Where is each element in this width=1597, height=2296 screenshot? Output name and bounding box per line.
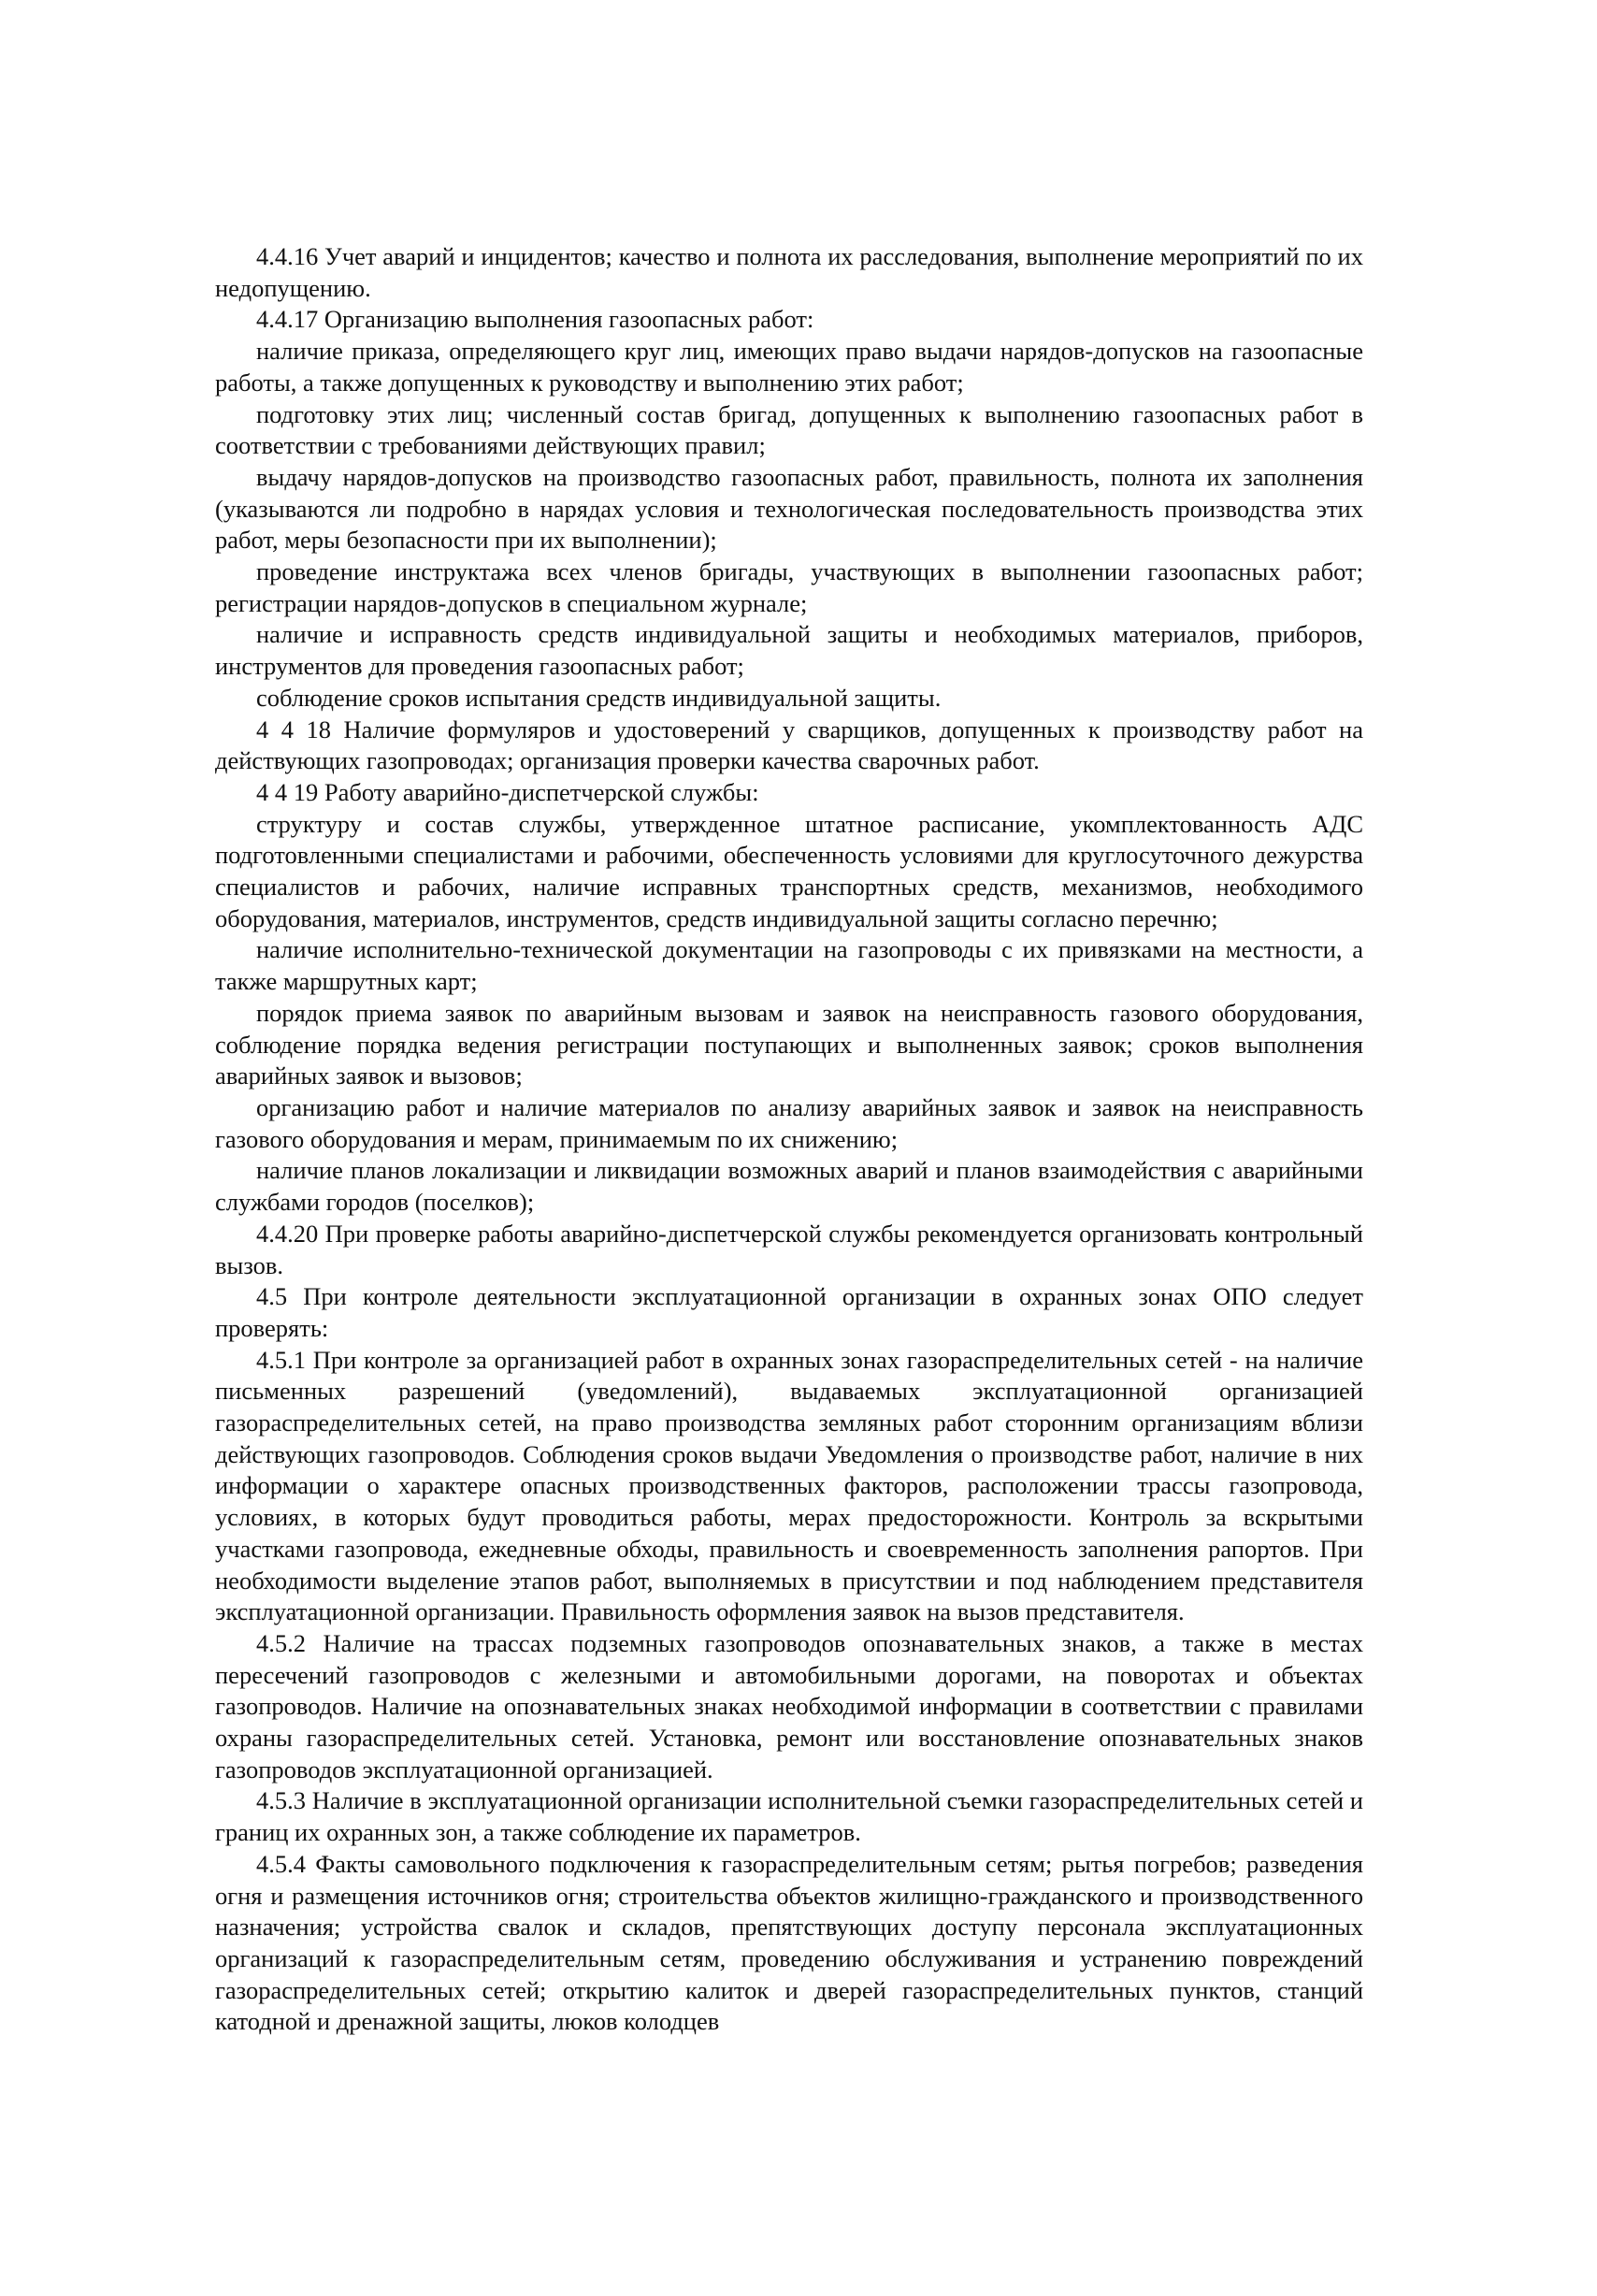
paragraph-request-procedure: порядок приема заявок по аварийным вызовам и заявок на неисправность газового оборудования, соблюдение порядка ведения регистрации поступающих и выполненных заявок; сроков выполнения аварийных заявок и вызовов; xyxy=(215,998,1363,1090)
paragraph-4-4-19: 4 4 19 Работу аварийно-диспетчерской службы: xyxy=(256,777,759,806)
paragraph-documentation: наличие исполнительно-технической документации на газопроводы с их привязками на местности, а также маршрутных карт; xyxy=(215,935,1363,996)
paragraph-testing-terms: соблюдение сроков испытания средств индивидуальной защиты. xyxy=(256,683,942,712)
paragraph-request-analysis: организацию работ и наличие материалов по анализу аварийных заявок и заявок на неисправность газового оборудования и мерам, принимаемым по их снижению; xyxy=(215,1092,1363,1153)
paragraph-localization-plans: наличие планов локализации и ликвидации возможных аварий и планов взаимодействия с аварийными службами городов (поселков); xyxy=(215,1156,1363,1217)
paragraph-staff-training: подготовку этих лиц; численный состав бригад, допущенных к выполнению газоопасных работ в соответствии с требованиями действующих правил; xyxy=(215,399,1363,460)
paragraph-4-5-3: 4.5.3 Наличие в эксплуатационной организации исполнительной съемки газораспределительных сетей и границ их охранных зон, а также соблюдение их параметров. xyxy=(215,1786,1363,1847)
paragraph-4-5-4: 4.5.4 Факты самовольного подключения к газораспределительным сетям; рытья погребов; разведения огня и размещения источников огня; строительства объектов жилищно-гражданского и производственного назначения; устройства свалок и складов, препятствующих доступу персонала эксплуатационных организаций к газораспределительным сетям, проведению обслуживания и устранению повреждений газораспределительных сетей; открытию калиток и дверей газораспределительных пунктов, станций катодной и дренажной защиты, люков колодцев xyxy=(215,1849,1363,2036)
paragraph-briefing: проведение инструктажа всех членов бригады, участвующих в выполнении газоопасных работ; регистрации нарядов-допусков в специальном журнале; xyxy=(215,557,1363,617)
paragraph-permit-issuance: выдачу нарядов-допусков на производство газоопасных работ, правильность, полнота их заполнения (указываются ли подробно в нарядах условия и технологическая последовательность производства этих работ, меры безопасности при их выполнении); xyxy=(215,462,1363,555)
paragraph-4-4-16: 4.4.16 Учет аварий и инцидентов; качество и полнота их расследования, выполнение мероприятий по их недопущению. xyxy=(215,242,1363,302)
paragraph-4-4-20: 4.4.20 При проверке работы аварийно-диспетчерской службы рекомендуется организовать контрольный вызов. xyxy=(215,1219,1363,1279)
paragraph-protective-equipment: наличие и исправность средств индивидуальной защиты и необходимых материалов, приборов, инструментов для проведения газоопасных работ; xyxy=(215,620,1363,681)
paragraph-4-5: 4.5 При контроле деятельности эксплуатационной организации в охранных зонах ОПО следует проверять: xyxy=(215,1282,1363,1342)
paragraph-4-4-18: 4 4 18 Наличие формуляров и удостоверений у сварщиков, допущенных к производству работ на действующих газопроводах; организация проверки качества сварочных работ. xyxy=(215,715,1363,775)
paragraph-4-5-2: 4.5.2 Наличие на трассах подземных газопроводов опознавательных знаков, а также в местах пересечений газопроводов с железными и автомобильными дорогами, на поворотах и объектах газопроводов. Наличие на опознавательных знаках необходимой информации в соответствии с правилами охраны газораспределительных сетей. Установка, ремонт или восстановление опознавательных знаков газопроводов эксплуатационной организацией. xyxy=(215,1628,1363,1783)
paragraph-order-presence: наличие приказа, определяющего круг лиц, имеющих право выдачи нарядов-допусков на газоопасные работы, а также допущенных к руководству и выполнению этих работ; xyxy=(215,337,1363,397)
paragraph-4-4-17: 4.4.17 Организацию выполнения газоопасных работ: xyxy=(256,305,814,334)
document-body xyxy=(215,241,1363,2038)
paragraph-service-structure: структуру и состав службы, утвержденное штатное расписание, укомплектованность АДС подготовленными специалистами и рабочими, обеспеченность условиями для круглосуточного дежурства специалистов и рабочих, наличие исправных транспортных средств, механизмов, необходимого оборудования, материалов, инструментов, средств индивидуальной защиты согласно перечню; xyxy=(215,809,1363,932)
paragraph-4-5-1: 4.5.1 При контроле за организацией работ в охранных зонах газораспределительных сетей - на наличие письменных разрешений (уведомлений), выдаваемых эксплуатационной организацией газораспределительных сетей, на право производства земляных работ сторонним организациям вблизи действующих газопроводов. Соблюдения сроков выдачи Уведомления о производстве работ, наличие в них информации о характере опасных производственных факторов, расположении трассы газопровода, условиях, в которых будут проводиться работы, мерах предосторожности. Контроль за вскрытыми участками газопровода, ежедневные обходы, правильность и своевременность заполнения рапортов. При необходимости выделение этапов работ, выполняемых в присутствии и под наблюдением представителя эксплуатационной организации. Правильность оформления заявок на вызов представителя. xyxy=(215,1345,1363,1626)
